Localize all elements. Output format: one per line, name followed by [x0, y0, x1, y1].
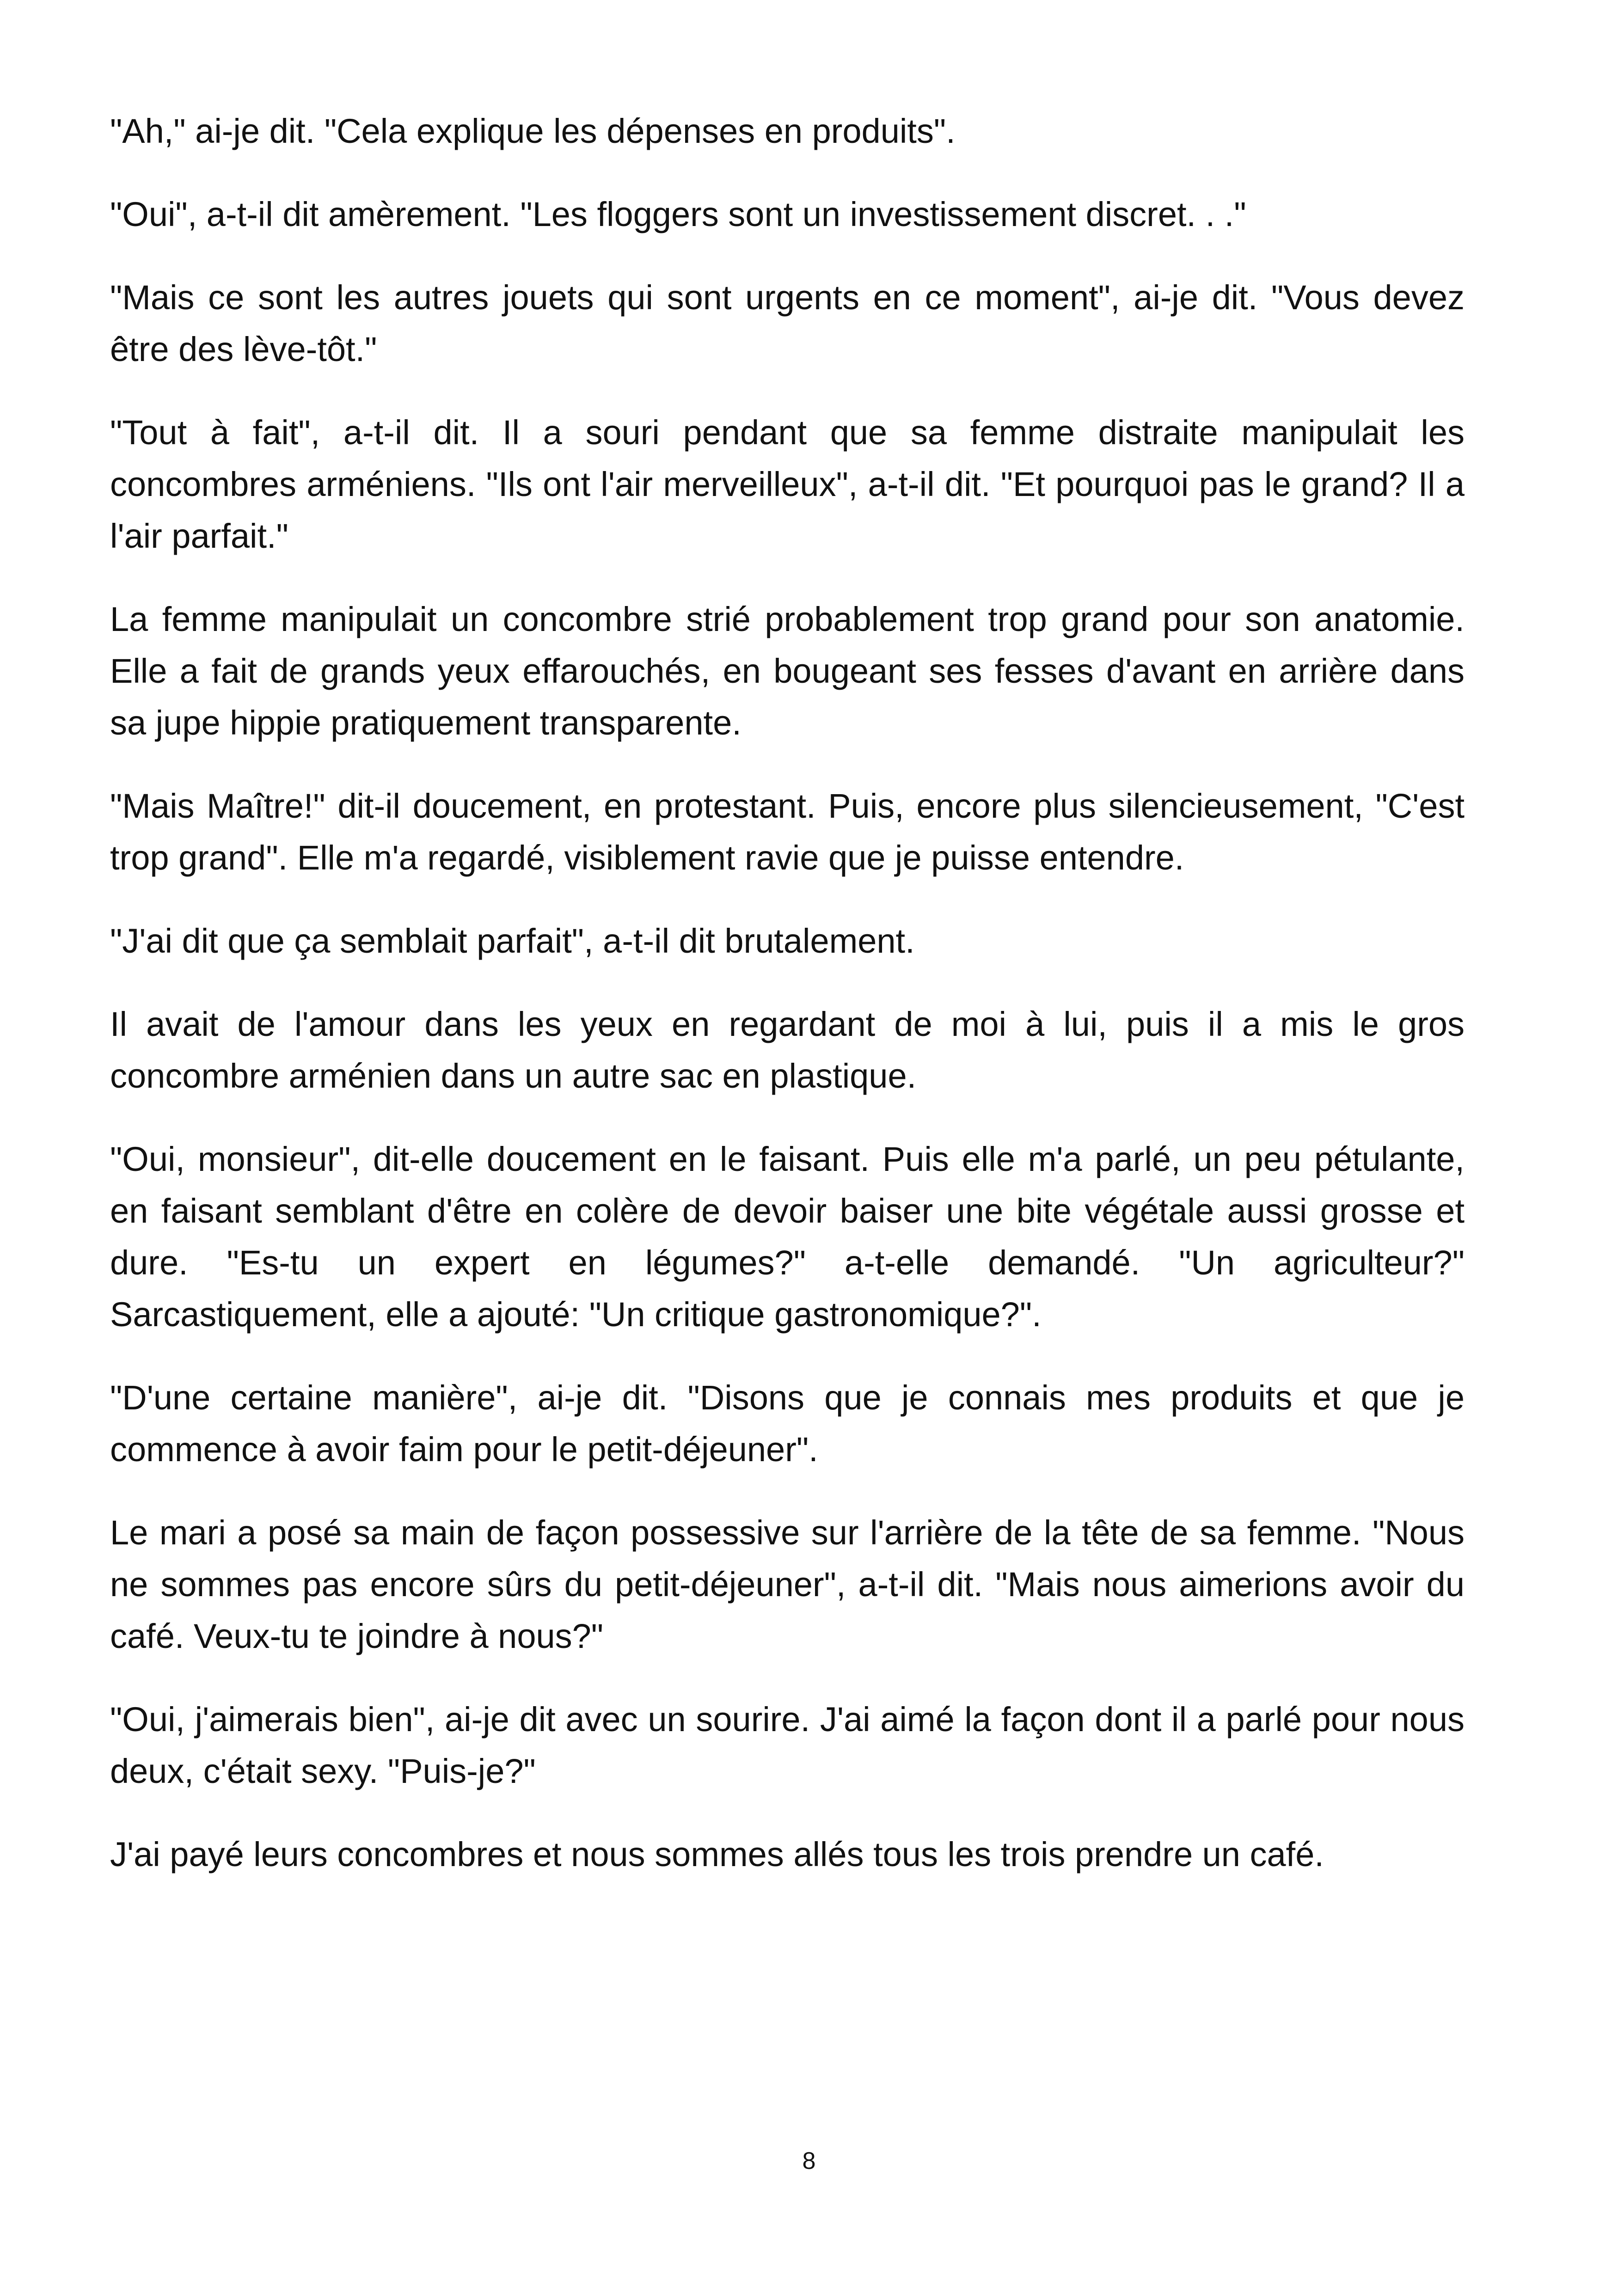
- paragraph-4: "Tout à fait", a-t-il dit. Il a souri pendant que sa femme distraite manipulait les concombres arméniens. "Ils ont l'air merveilleux", a-t-il dit. "Et pourquoi pas le grand? Il a l'air parfait.": [110, 413, 1465, 555]
- paragraph-8: Il avait de l'amour dans les yeux en regardant de moi à lui, puis il a mis le gros concombre arménien dans un autre sac en plastique.: [110, 1005, 1465, 1095]
- paragraph-11: Le mari a posé sa main de façon possessive sur l'arrière de la tête de sa femme. "Nous ne sommes pas encore sûrs du petit-déjeuner", a-t-il dit. "Mais nous aimerions avoir du café. Veux-tu te joindre à nous?": [110, 1513, 1465, 1655]
- body-text: [110, 105, 1465, 1912]
- paragraph-7: "J'ai dit que ça semblait parfait", a-t-il dit brutalement.: [110, 922, 915, 960]
- paragraph-12: "Oui, j'aimerais bien", ai-je dit avec un sourire. J'ai aimé la façon dont il a parlé pour nous deux, c'était sexy. "Puis-je?": [110, 1700, 1465, 1790]
- paragraph-2: "Oui", a-t-il dit amèrement. "Les floggers sont un investissement discret. . .": [110, 195, 1246, 233]
- paragraph-5: La femme manipulait un concombre strié probablement trop grand pour son anatomie. Elle a fait de grands yeux effarouchés, en bougeant ses fesses d'avant en arrière dans sa jupe hippie pratiquement transparente.: [110, 600, 1465, 742]
- paragraph-9: "Oui, monsieur", dit-elle doucement en le faisant. Puis elle m'a parlé, un peu pétulante, en faisant semblant d'être en colère de devoir baiser une bite végétale aussi grosse et dure. "Es-tu un expert en légumes?" a-t-elle demandé. "Un agriculteur?" Sarcastiquement, elle a ajouté: "Un critique gastronomique?".: [110, 1140, 1465, 1334]
- paragraph-6: "Mais Maître!" dit-il doucement, en protestant. Puis, encore plus silencieusement, "C'est trop grand". Elle m'a regardé, visiblement ravie que je puisse entendre.: [110, 787, 1465, 877]
- paragraph-10: "D'une certaine manière", ai-je dit. "Disons que je connais mes produits et que je commence à avoir faim pour le petit-déjeuner".: [110, 1378, 1465, 1469]
- paragraph-1: "Ah," ai-je dit. "Cela explique les dépenses en produits".: [110, 112, 956, 150]
- paragraph-3: "Mais ce sont les autres jouets qui sont urgents en ce moment", ai-je dit. "Vous devez être des lève-tôt.": [110, 278, 1465, 368]
- paragraph-13: J'ai payé leurs concombres et nous sommes allés tous les trois prendre un café.: [110, 1835, 1324, 1874]
- page-number: 8: [802, 2148, 816, 2174]
